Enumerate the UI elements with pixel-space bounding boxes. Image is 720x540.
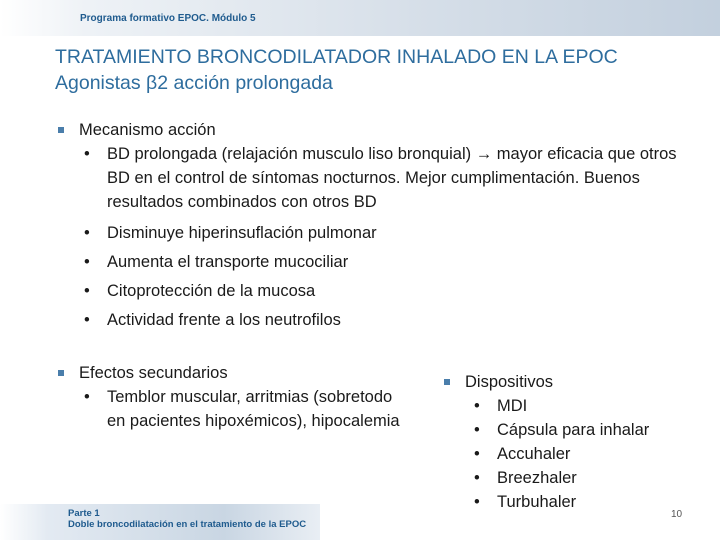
side-effects-heading: Efectos secundarios <box>79 364 228 382</box>
mechanism-section <box>58 118 698 335</box>
list-item-text: BD prolongada (relajación musculo liso bronquial) → mayor eficacia que otros BD en el control de síntomas nocturnos. Mejor cumplimentación. Buenos resultados combinados con otros BD <box>107 145 677 211</box>
devices-heading: Dispositivos <box>465 373 554 391</box>
bullet-icon: • <box>474 421 480 439</box>
title-line-1: TRATAMIENTO BRONCODILATADOR INHALADO EN LA EPOC <box>55 46 618 68</box>
list-item-text: Disminuye hiperinsuflación pulmonar <box>107 224 377 242</box>
bullet-icon: • <box>474 445 480 463</box>
footer-label <box>68 508 306 530</box>
slide-title <box>55 44 695 96</box>
program-label: Programa formativo EPOC. Módulo 5 <box>80 13 256 24</box>
list-item <box>474 466 714 490</box>
mechanism-list <box>84 142 698 335</box>
title-line-2: Agonistas β2 acción prolongada <box>55 72 333 94</box>
list-item-text: MDI <box>497 397 528 415</box>
bullet-icon: • <box>84 388 90 406</box>
list-item-text: Cápsula para inhalar <box>497 421 650 439</box>
list-item <box>84 385 408 433</box>
bullet-icon: • <box>84 311 90 329</box>
page-number: 10 <box>671 509 683 520</box>
list-item <box>84 248 698 277</box>
list-item-text: Accuhaler <box>497 445 571 463</box>
list-item-text: Aumenta el transporte mucociliar <box>107 253 349 271</box>
devices-section <box>444 370 714 514</box>
bullet-icon: • <box>84 282 90 300</box>
side-effects-section <box>58 361 408 433</box>
bullet-icon: • <box>84 253 90 271</box>
footer-subtitle: Doble broncodilatación en el tratamiento de la EPOC <box>68 519 307 530</box>
list-item <box>84 219 698 248</box>
list-item-text: Breezhaler <box>497 469 577 487</box>
list-item-text: Citoprotección de la mucosa <box>107 282 316 300</box>
list-item-text: Turbuhaler <box>497 493 577 511</box>
list-item-text: Actividad frente a los neutrofilos <box>107 311 341 329</box>
list-item <box>474 442 714 466</box>
bullet-icon: • <box>474 469 480 487</box>
side-effects-list <box>84 385 408 433</box>
list-item <box>84 277 698 306</box>
mechanism-heading: Mecanismo acción <box>79 121 216 139</box>
list-item-text: Temblor muscular, arritmias (sobretodo en pacientes hipoxémicos), hipocalemia <box>107 388 400 430</box>
bullet-icon: • <box>474 493 480 511</box>
devices-list <box>474 394 714 514</box>
footer-part: Parte 1 <box>68 508 100 519</box>
square-bullet-icon <box>444 379 450 385</box>
bullet-icon: • <box>84 224 90 242</box>
list-item <box>84 306 698 335</box>
bullet-icon: • <box>474 397 480 415</box>
square-bullet-icon <box>58 127 64 133</box>
list-item <box>84 142 698 214</box>
square-bullet-icon <box>58 370 64 376</box>
bullet-icon: • <box>84 145 90 163</box>
list-item <box>474 418 714 442</box>
list-item <box>474 394 714 418</box>
